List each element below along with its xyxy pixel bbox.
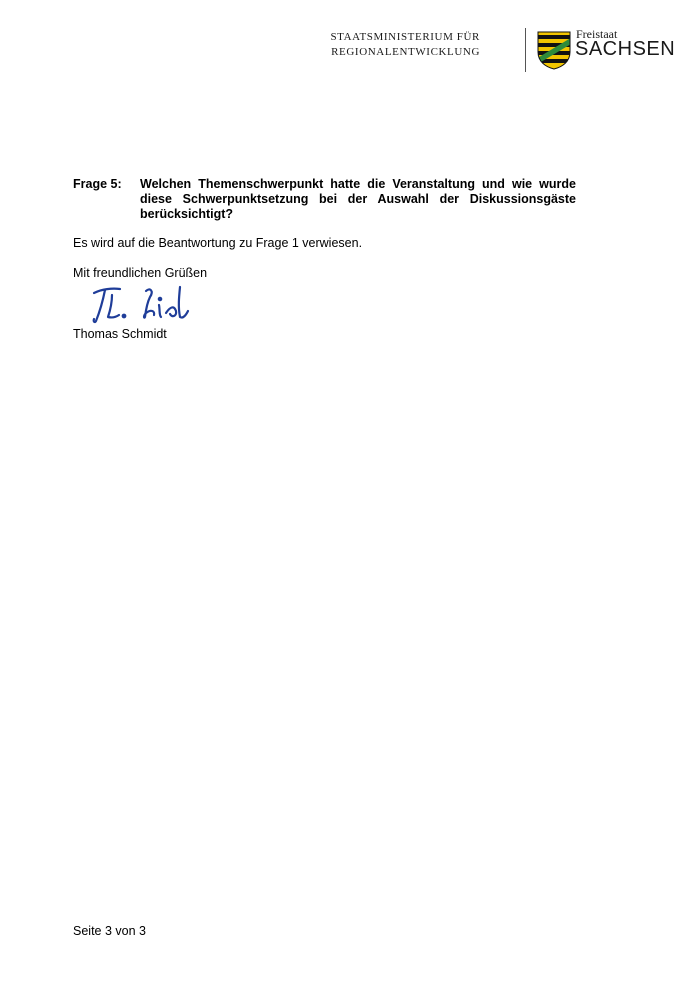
question-label: Frage 5:	[73, 177, 122, 191]
handwritten-signature	[88, 283, 198, 327]
state-label-large: SACHSEN	[575, 38, 676, 60]
closing-greeting: Mit freundlichen Grüßen	[73, 266, 208, 280]
answer-text: Es wird auf die Beantwortung zu Frage 1 verwiesen.	[73, 236, 363, 250]
state-label-small: Freistaat	[576, 27, 618, 41]
saxony-coat-of-arms-icon	[536, 30, 572, 70]
ministry-name-line2: REGIONALENTWICKLUNG	[331, 46, 480, 58]
signer-name: Thomas Schmidt	[73, 327, 167, 341]
page-number: Seite 3 von 3	[73, 924, 146, 938]
question-block	[73, 177, 576, 222]
ministry-name-line1: STAATSMINISTERIUM FÜR	[330, 31, 480, 43]
letterhead-divider	[525, 28, 526, 72]
letterhead	[330, 26, 676, 76]
ministry-name	[330, 30, 480, 60]
question-text: Welchen Themenschwerpunkt hatte die Veranstaltung und wie wurde diese Schwerpunktsetzung bei der Auswahl der Diskussionsgäste berücksichtigt?	[140, 177, 576, 221]
